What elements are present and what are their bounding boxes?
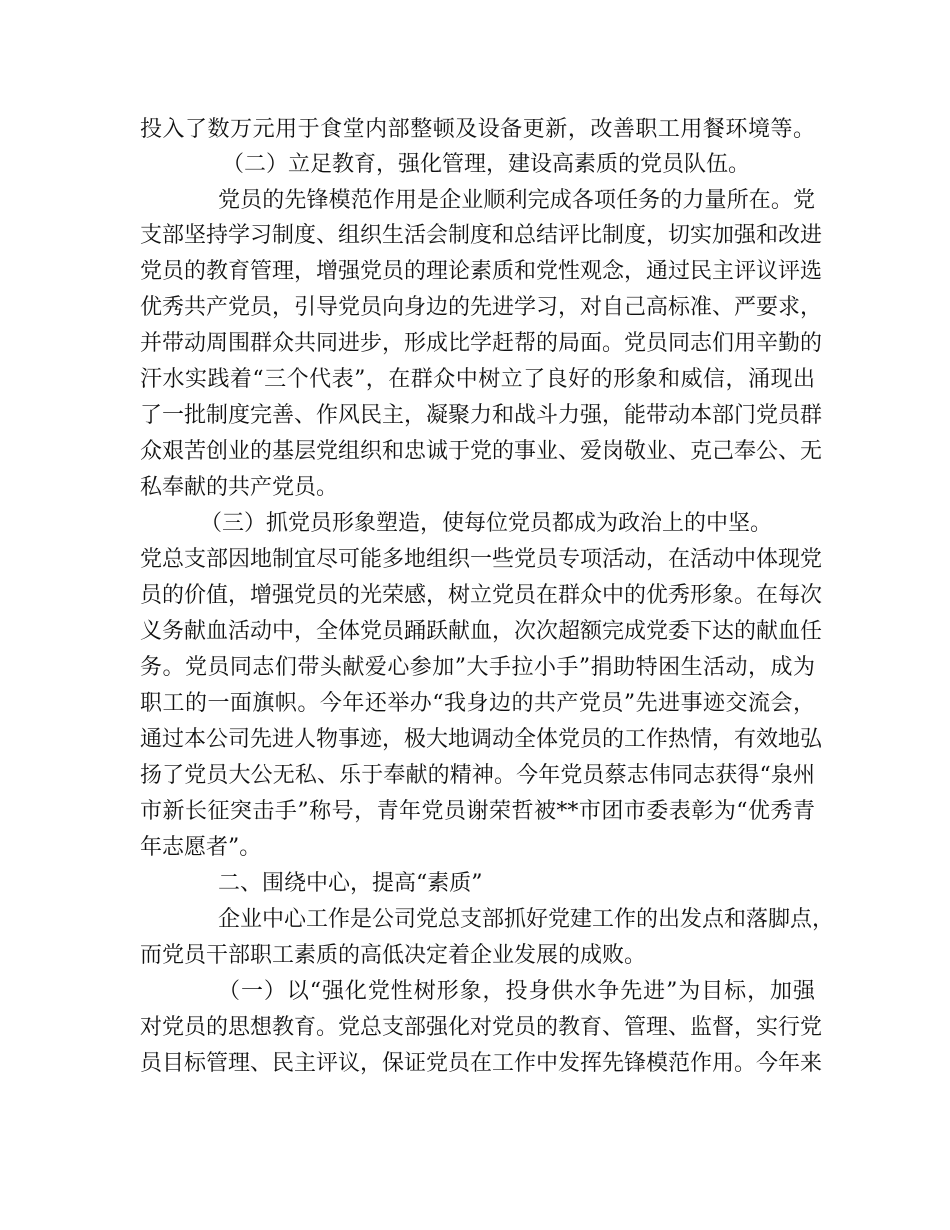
section-heading: （三）抓党员形象塑造，使每位党员都成为政治上的中坚。 <box>200 511 773 536</box>
text-line: 员的价值，增强党员的光荣感，树立党员在群众中的优秀形象。在每次 <box>140 583 823 608</box>
text-line: 通过本公司先进人物事迹，极大地调动全体党员的工作热情，有效地弘 <box>140 727 823 752</box>
text-line: 党员的教育管理，增强党员的理论素质和党性观念，通过民主评议评选 <box>140 259 823 284</box>
paragraph-first-line: 党总支部因地制宜尽可能多地组织一些党员专项活动，在活动中体现党 <box>140 547 823 572</box>
section-heading: （二）立足教育，强化管理，建设高素质的党员队伍。 <box>222 152 751 177</box>
text-line: 员目标管理、民主评议，保证党员在工作中发挥先锋模范作用。今年来 <box>140 1051 823 1076</box>
text-line: 投入了数万元用于食堂内部整顿及设备更新，改善职工用餐环境等。 <box>140 117 815 142</box>
text-line: 而党员干部职工素质的高低决定着企业发展的成败。 <box>140 943 647 968</box>
text-line: 对党员的思想教育。党总支部强化对党员的教育、管理、监督，实行党 <box>140 1015 823 1040</box>
text-line: 务。党员同志们带头献爱心参加”大手拉小手”捐助特困生活动，成为 <box>140 655 815 680</box>
text-line: 私奉献的共产党员。 <box>140 475 339 500</box>
text-line: 众艰苦创业的基层党组织和忠诚于党的事业、爱岗敬业、克己奉公、无 <box>140 439 823 464</box>
text-line: 汗水实践着“三个代表”，在群众中树立了良好的形象和威信，涌现出 <box>140 367 815 392</box>
text-line: 义务献血活动中，全体党员踊跃献血，次次超额完成党委下达的献血任 <box>140 619 823 644</box>
text-line: 支部坚持学习制度、组织生活会制度和总结评比制度，切实加强和改进 <box>140 223 823 248</box>
text-line: 职工的一面旗帜。今年还举办“我身边的共产党员”先进事迹交流会， <box>140 691 815 716</box>
text-line: 市新长征突击手”称号，青年党员谢荣哲被**市团市委表彰为“优秀青 <box>140 799 815 824</box>
section-heading: 二、围绕中心，提高“素质” <box>218 871 483 896</box>
text-line: 扬了党员大公无私、乐于奉献的精神。今年党员蔡志伟同志获得“泉州 <box>140 763 815 788</box>
text-line: 并带动周围群众共同进步，形成比学赶帮的局面。党员同志们用辛勤的 <box>140 331 823 356</box>
text-line: 优秀共产党员，引导党员向身边的先进学习，对自己高标准、严要求， <box>140 295 823 320</box>
paragraph-first-line: 企业中心工作是公司党总支部抓好党建工作的出发点和落脚点， <box>218 907 835 932</box>
text-line: 年志愿者”。 <box>140 835 262 860</box>
paragraph-first-line: 党员的先锋模范作用是企业顺利完成各项任务的力量所在。党 <box>218 188 815 213</box>
text-line: 了一批制度完善、作风民主，凝聚力和战斗力强，能带动本部门党员群 <box>140 403 823 428</box>
paragraph-first-line: （一）以“强化党性树形象，投身供水争先进”为目标，加强 <box>218 979 815 1004</box>
